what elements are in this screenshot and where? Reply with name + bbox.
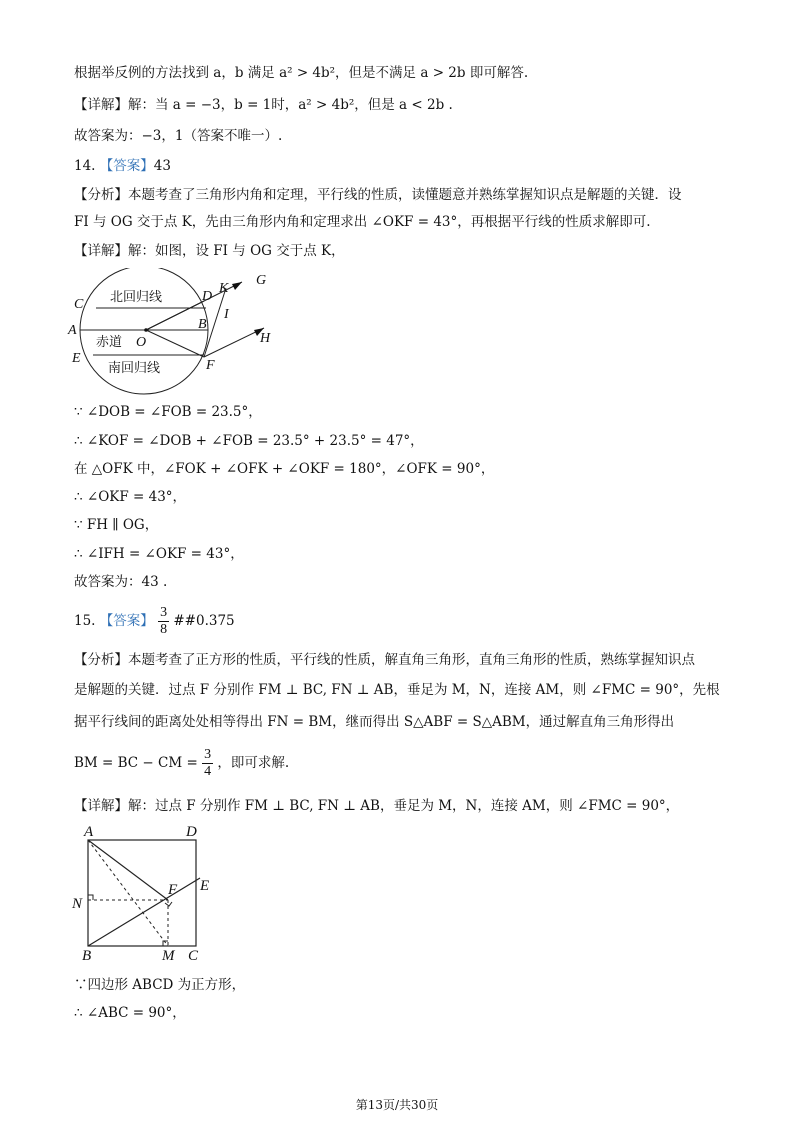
step-7: 故答案为：43 . xyxy=(74,574,168,590)
label-e: E xyxy=(72,351,81,366)
label-g: G xyxy=(256,273,267,288)
earth-circle xyxy=(80,268,208,394)
question-number: 15. xyxy=(74,613,96,629)
square-figure xyxy=(68,822,218,964)
label-k: K xyxy=(219,281,229,296)
label-d: D xyxy=(186,824,197,840)
center-point xyxy=(144,328,148,332)
text-line-3: 故答案为：−3，1（答案不唯一）. xyxy=(74,128,283,144)
north-tropic-label: 北回归线 xyxy=(110,289,163,304)
label-c: C xyxy=(74,297,84,312)
text-line-2: 【详解】解：当 a = −3，b = 1时，a² > 4b²，但是 a < 2b . xyxy=(74,97,453,113)
step-1: ∵ ∠DOB = ∠FOB = 23.5°， xyxy=(74,404,262,420)
answer-tag: 【答案】 xyxy=(99,613,154,629)
question-14-header xyxy=(74,157,171,175)
label-n: N xyxy=(72,896,83,912)
arrow-g-icon xyxy=(232,282,242,290)
step-5: ∵ FH ∥ OG， xyxy=(74,517,159,533)
line-fh xyxy=(204,328,264,357)
analysis-line-1: 【分析】本题考查了三角形内角和定理，平行线的性质，读懂题意并熟练掌握知识点是解题的关键．设 xyxy=(74,187,682,203)
fraction-denominator: 8 xyxy=(160,622,168,637)
analysis15-line-4 xyxy=(74,746,289,780)
label-f: F xyxy=(168,882,178,898)
detail15-line: 【详解】解：过点 F 分别作 FM ⊥ BC, FN ⊥ AB，垂足为 M，N，连接 AM，则 ∠FMC = 90°， xyxy=(74,798,680,814)
detail-line: 【详解】解：如图，设 FI 与 OG 交于点 K， xyxy=(74,243,345,259)
analysis15-line-1: 【分析】本题考查了正方形的性质，平行线的性质，解直角三角形，直角三角形的性质，熟练掌握知识点 xyxy=(74,652,695,668)
dashed-am xyxy=(88,840,168,946)
question-number: 14. xyxy=(74,158,96,174)
south-tropic-label: 南回归线 xyxy=(108,360,161,375)
step-4: ∴ ∠OKF = 43°， xyxy=(74,489,187,505)
label-c: C xyxy=(188,948,199,964)
line-of xyxy=(146,330,204,357)
fraction-numerator: 3 xyxy=(160,605,168,620)
step-6: ∴ ∠IFH = ∠OKF = 43°， xyxy=(74,546,244,562)
step15-2: ∴ ∠ABC = 90°， xyxy=(74,1005,186,1021)
analysis-line-2: FI 与 OG 交于点 K，先由三角形内角和定理求出 ∠OKF = 43°，再根据平行线的性质求解即可. xyxy=(74,214,651,230)
label-o: O xyxy=(136,335,147,350)
label-i: I xyxy=(224,307,229,322)
label-a: A xyxy=(68,323,77,338)
fraction-denominator: 4 xyxy=(204,764,212,779)
fraction-numerator: 3 xyxy=(204,747,212,762)
right-angle-n-icon xyxy=(88,895,93,900)
label-b: B xyxy=(82,948,92,964)
label-b: B xyxy=(198,317,207,332)
page-footer: 第13页/共30页 xyxy=(355,1098,439,1112)
equation-fraction xyxy=(202,747,213,780)
label-a: A xyxy=(84,824,94,840)
analysis15-line-2: 是解题的关键．过点 F 分别作 FM ⊥ BC, FN ⊥ AB，垂足为 M，N，连接 AM，则 ∠FMC = 90°，先根 xyxy=(74,682,720,698)
step-3: 在 △OFK 中，∠FOK + ∠OFK + ∠OKF = 180°，∠OFK = 90°， xyxy=(74,461,495,477)
step15-1: ∵四边形 ABCD 为正方形， xyxy=(74,977,246,993)
analysis15-line-3: 据平行线间的距离处处相等得出 FN = BM，继而得出 S△ABF = S△ABM，通过解直角三角形得出 xyxy=(74,714,675,730)
question-15-header xyxy=(74,604,235,638)
line-af xyxy=(88,840,168,900)
label-h: H xyxy=(260,331,271,346)
equation-left: BM = BC − CM = xyxy=(74,755,198,771)
answer-value: 43 xyxy=(153,158,171,174)
answer-decimal: ##0.375 xyxy=(173,613,235,629)
line-be xyxy=(88,878,200,946)
right-angle-m-icon xyxy=(163,941,168,946)
answer-fraction xyxy=(158,605,169,638)
step-2: ∴ ∠KOF = ∠DOB + ∠FOB = 23.5° + 23.5° = 47°， xyxy=(74,433,424,449)
label-f: F xyxy=(206,358,215,373)
label-m: M xyxy=(162,948,175,964)
label-d: D xyxy=(202,289,213,304)
tropics-figure xyxy=(66,268,286,396)
text-line-1: 根据举反例的方法找到 a，b 满足 a² > 4b²，但是不满足 a > 2b 即可解答. xyxy=(74,65,529,81)
equation-right: ，即可求解. xyxy=(217,755,290,771)
square-abcd xyxy=(88,840,196,946)
equator-label: 赤道 xyxy=(96,334,123,349)
label-e: E xyxy=(200,878,210,894)
answer-tag: 【答案】 xyxy=(99,158,154,174)
